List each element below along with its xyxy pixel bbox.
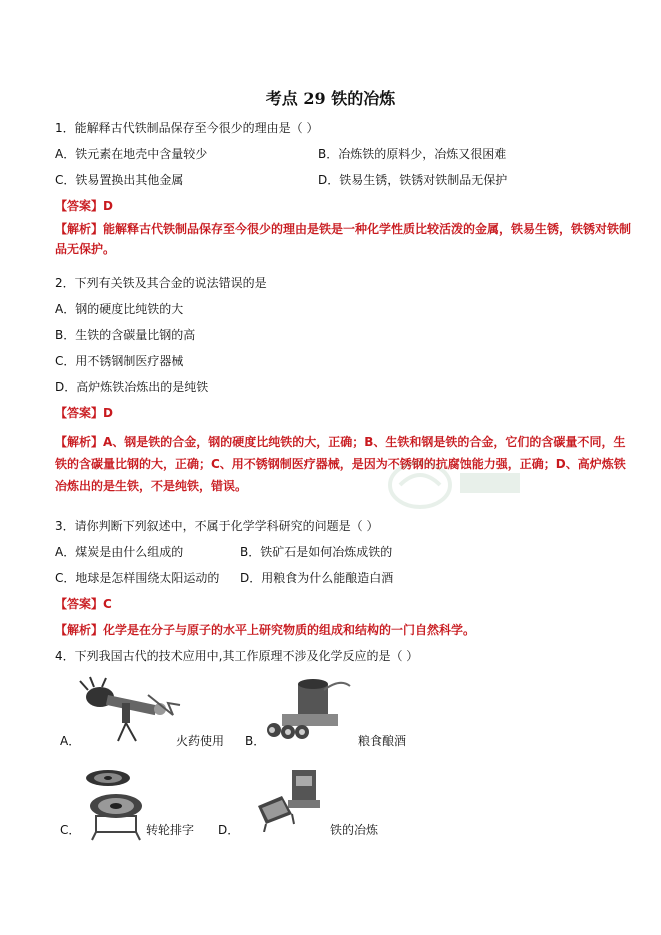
- watermark-logo: [380, 455, 530, 515]
- question-2-option-c: C．用不锈钢制医疗器械: [55, 354, 184, 368]
- question-2-answer: 【答案】D: [55, 406, 113, 420]
- question-2-explanation: 【解析】A、钢是铁的合金，钢的硬度比纯铁的大，正确；B、生铁和钢是铁的合金，它们的含碳量不同，生铁的含碳量比钢的大，正确；C、用不锈钢制医疗器械，是因为不锈钢的抗腐蚀能力强，正确；D、高炉炼铁冶炼出的是生铁，不是纯铁，错误。: [55, 435, 626, 493]
- gunpowder-illustration: [78, 675, 188, 745]
- question-1-explanation: 【解析】能解释古代铁制品保存至今很少的理由是铁是一种化学性质比较活泼的金属，铁易生锈，铁锈对铁制品无保护。: [55, 222, 632, 256]
- question-2-stem: 2．下列有关铁及其合金的说法错误的是: [55, 276, 267, 290]
- iron-smelting-illustration: [252, 766, 326, 832]
- question-3-stem: 3．请你判断下列叙述中，不属于化学学科研究的问题是（ ）: [55, 519, 379, 533]
- question-2-option-b: B．生铁的含碳量比钢的高: [55, 328, 196, 342]
- question-1-stem: 1．能解释古代铁制品保存至今很少的理由是（ ）: [55, 121, 319, 135]
- question-4-option-b-letter: B．: [245, 734, 266, 748]
- question-3-option-b: B．铁矿石是如何冶炼成铁的: [240, 545, 393, 559]
- question-3-answer: 【答案】C: [55, 597, 112, 611]
- question-1-option-a: A．铁元素在地壳中含量较少: [55, 147, 208, 161]
- question-3-explanation: 【解析】化学是在分子与原子的水平上研究物质的组成和结构的一门自然科学。: [55, 623, 476, 637]
- brewing-illustration: [262, 676, 352, 744]
- question-3-option-d: D．用粮食为什么能酿造白酒: [240, 571, 394, 585]
- question-4-option-c-letter: C．: [60, 823, 81, 837]
- question-3-option-a: A．煤炭是由什么组成的: [55, 545, 184, 559]
- question-1-option-b: B．冶炼铁的原料少，冶炼又很困难: [318, 147, 507, 161]
- question-4-option-d-caption: 铁的冶炼: [330, 823, 379, 837]
- question-2-option-a: A．钢的硬度比纯铁的大: [55, 302, 184, 316]
- question-4-option-a-caption: 火药使用: [176, 734, 225, 748]
- question-1-option-d: D．铁易生锈，铁锈对铁制品无保护: [318, 173, 508, 187]
- page-title: 考点 29 铁的冶炼: [265, 89, 396, 108]
- question-4-option-d-letter: D．: [218, 823, 240, 837]
- question-4-option-c-caption: 转轮排字: [146, 823, 195, 837]
- type-wheel-illustration: [82, 764, 148, 842]
- question-2-option-d: D．高炉炼铁冶炼出的是纯铁: [55, 380, 209, 394]
- question-3-option-c: C．地球是怎样围绕太阳运动的: [55, 571, 220, 585]
- question-4-stem: 4．下列我国古代的技术应用中,其工作原理不涉及化学反应的是（ ）: [55, 649, 419, 663]
- question-4-option-a-letter: A．: [60, 734, 81, 748]
- question-1-answer: 【答案】D: [55, 199, 113, 213]
- question-1-option-c: C．铁易置换出其他金属: [55, 173, 184, 187]
- question-4-option-b-caption: 粮食酿酒: [358, 734, 407, 748]
